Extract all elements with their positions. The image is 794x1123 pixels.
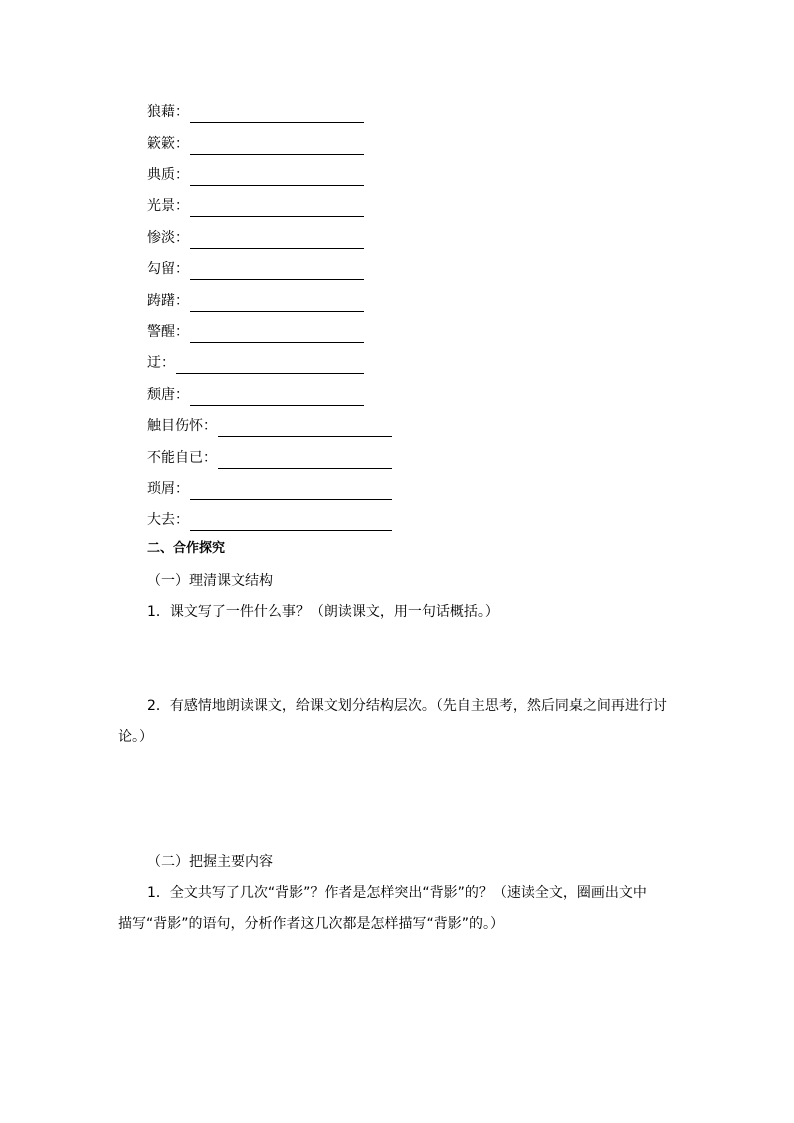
question-3-line-1: 1．全文共写了几次“背影”？作者是怎样突出“背影”的？（速读全文，圈画出文中 [147,885,647,901]
answer-blank[interactable] [218,452,392,469]
answer-blank[interactable] [190,389,364,406]
answer-blank[interactable] [190,200,364,217]
vocab-term: 触目伤怀： [147,418,217,434]
vocab-row-dianzhi [147,164,364,186]
answer-blank[interactable] [190,232,364,249]
answer-blank[interactable] [190,263,364,280]
question-3-line-2: 描写“背影”的语句，分析作者这几次都是怎样描写“背影”的。） [118,916,505,932]
answer-blank[interactable] [190,326,364,343]
vocab-row-daqu [147,509,392,531]
answer-blank[interactable] [190,514,392,531]
vocab-row-tuitang [147,384,364,406]
vocab-term: 大去： [147,512,189,528]
vocab-row-suoxie [147,478,392,500]
vocab-row-chumu [147,415,392,437]
vocab-term: 光景： [147,198,189,214]
vocab-row-chouchu [147,290,364,312]
answer-blank[interactable] [190,483,392,500]
vocab-row-yu [147,352,364,374]
vocab-term: 迂： [147,355,175,371]
vocab-term: 警醒： [147,324,189,340]
subsection-title-content: （二）把握主要内容 [147,854,273,870]
vocab-term: 颓唐： [147,387,189,403]
answer-blank[interactable] [190,169,364,186]
vocab-row-candan [147,227,364,249]
vocab-row-gouliu [147,258,364,280]
answer-blank[interactable] [190,295,364,312]
vocab-term: 不能自已： [147,450,217,466]
vocab-term: 勾留： [147,261,189,277]
vocab-term: 典质： [147,167,189,183]
section-heading: 二、合作探究 [147,541,226,556]
answer-blank[interactable] [218,420,392,437]
answer-blank[interactable] [176,357,364,374]
vocab-term: 簌簌： [147,136,189,152]
question-2-line-1: 2．有感情地朗读课文，给课文划分结构层次。（先自主思考，然后同桌之间再进行讨 [147,698,667,714]
vocab-term: 狼藉： [147,104,189,120]
vocab-row-bunengziyi [147,447,392,469]
vocab-row-susu [147,133,364,155]
question-2-line-2: 论。） [118,729,153,745]
answer-blank[interactable] [190,106,364,123]
vocab-row-jingxing [147,321,364,343]
vocab-row-guangjing [147,195,364,217]
answer-blank[interactable] [190,138,364,155]
question-1: 1．课文写了一件什么事？（朗读课文，用一句话概括。） [147,604,499,620]
vocab-term: 琐屑： [147,481,189,497]
vocab-term: 踌躇： [147,293,189,309]
subsection-title-structure: （一）理清课文结构 [147,573,273,589]
vocab-term: 惨淡： [147,230,189,246]
vocab-row-langji [147,101,364,123]
